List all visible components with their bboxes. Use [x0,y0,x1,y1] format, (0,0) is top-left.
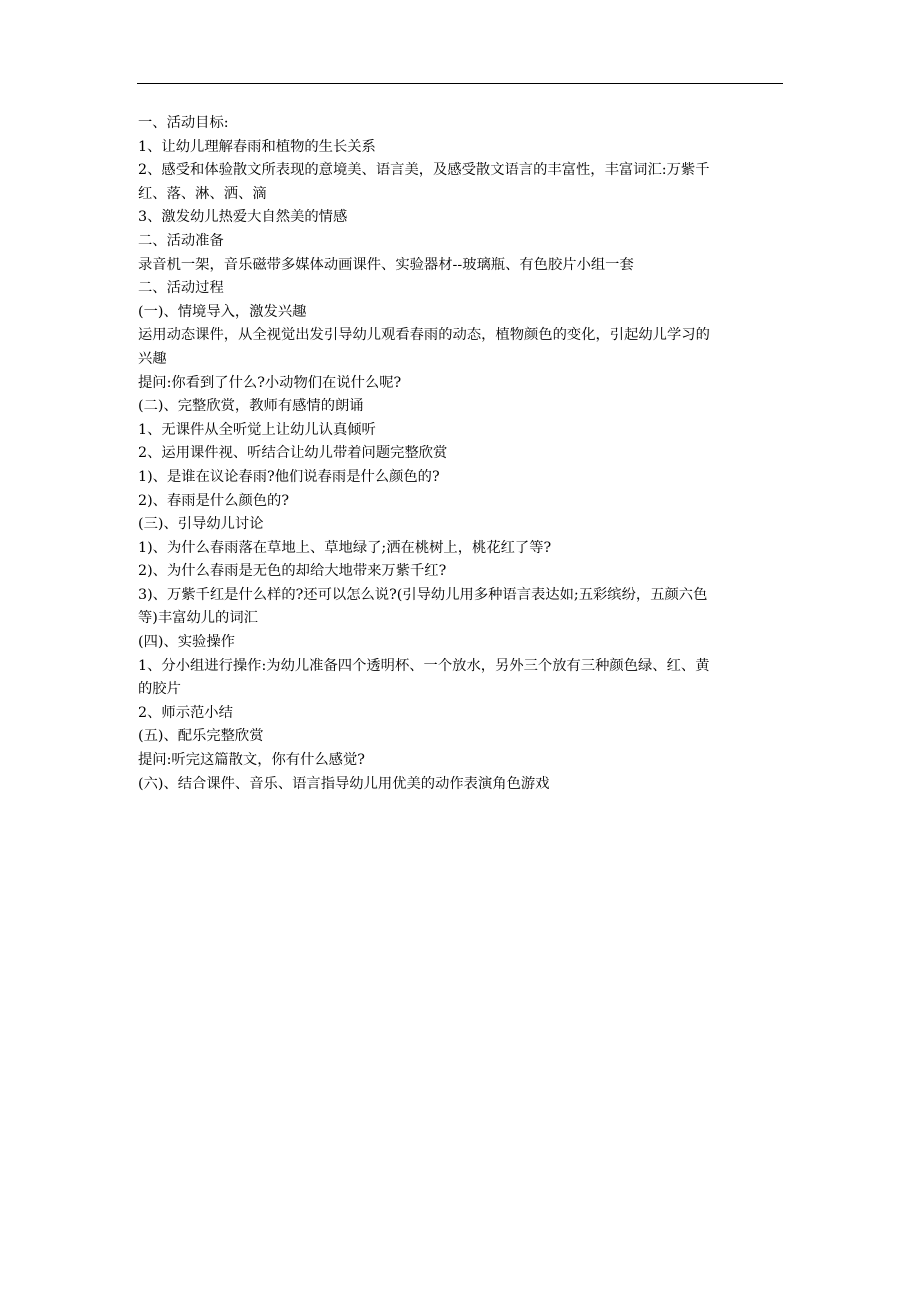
text-line: 1、无课件从全听觉上让幼儿认真倾听 [138,421,376,438]
text-line: 等)丰富幼儿的词汇 [138,610,258,627]
text-line: 红、落、淋、洒、滴 [138,185,267,202]
subsection-heading: (一)、情境导入，激发兴趣 [138,303,307,320]
text-line: 3)、万紫千红是什么样的?还可以怎么说?(引导幼儿用多种语言表达如;五彩缤纷，五颜六色 [138,586,708,603]
subsection-heading: (四)、实验操作 [138,634,235,651]
section-heading-goals: 一、活动目标: [138,115,229,131]
subsection-heading: (三)、引导幼儿讨论 [138,516,264,533]
subsection-heading: (二)、完整欣赏，教师有感情的朗诵 [138,398,364,415]
subsection-heading: (六)、结合课件、音乐、语言指导幼儿用优美的动作表演角色游戏 [138,775,550,792]
text-line: 1、让幼儿理解春雨和植物的生长关系 [138,138,376,155]
header-rule [137,83,783,84]
text-line: 1)、为什么春雨落在草地上、草地绿了;洒在桃树上，桃花红了等? [138,539,552,556]
section-heading-process: 二、活动过程 [138,280,224,297]
text-line: 提问:听完这篇散文，你有什么感觉? [138,752,365,769]
section-heading-preparation: 二、活动准备 [138,232,224,249]
text-line: 的胶片 [138,681,181,698]
text-line: 录音机一架，音乐磁带多媒体动画课件、实验器材--玻璃瓶、有色胶片小组一套 [138,256,634,273]
text-line: 2、师示范小结 [138,704,233,721]
text-line: 2)、春雨是什么颜色的? [138,492,290,509]
text-line: 2、运用课件视、听结合让幼儿带着问题完整欣赏 [138,445,448,462]
text-line: 提问:你看到了什么?小动物们在说什么呢? [138,374,402,391]
text-line: 运用动态课件，从全视觉出发引导幼儿观看春雨的动态，植物颜色的变化，引起幼儿学习的 [138,327,710,344]
text-line: 2、感受和体验散文所表现的意境美、语言美，及感受散文语言的丰富性，丰富词汇:万紫千 [138,162,710,179]
text-line: 1)、是谁在议论春雨?他们说春雨是什么颜色的? [138,468,440,485]
text-line: 兴趣 [138,350,167,367]
text-line: 3、激发幼儿热爱大自然美的情感 [138,209,348,226]
subsection-heading: (五)、配乐完整欣赏 [138,728,264,745]
text-line: 2)、为什么春雨是无色的却给大地带来万紫千红? [138,563,447,580]
document-body [138,112,786,796]
text-line: 1、分小组进行操作:为幼儿准备四个透明杯、一个放水，另外三个放有三种颜色绿、红、黄 [138,657,710,674]
